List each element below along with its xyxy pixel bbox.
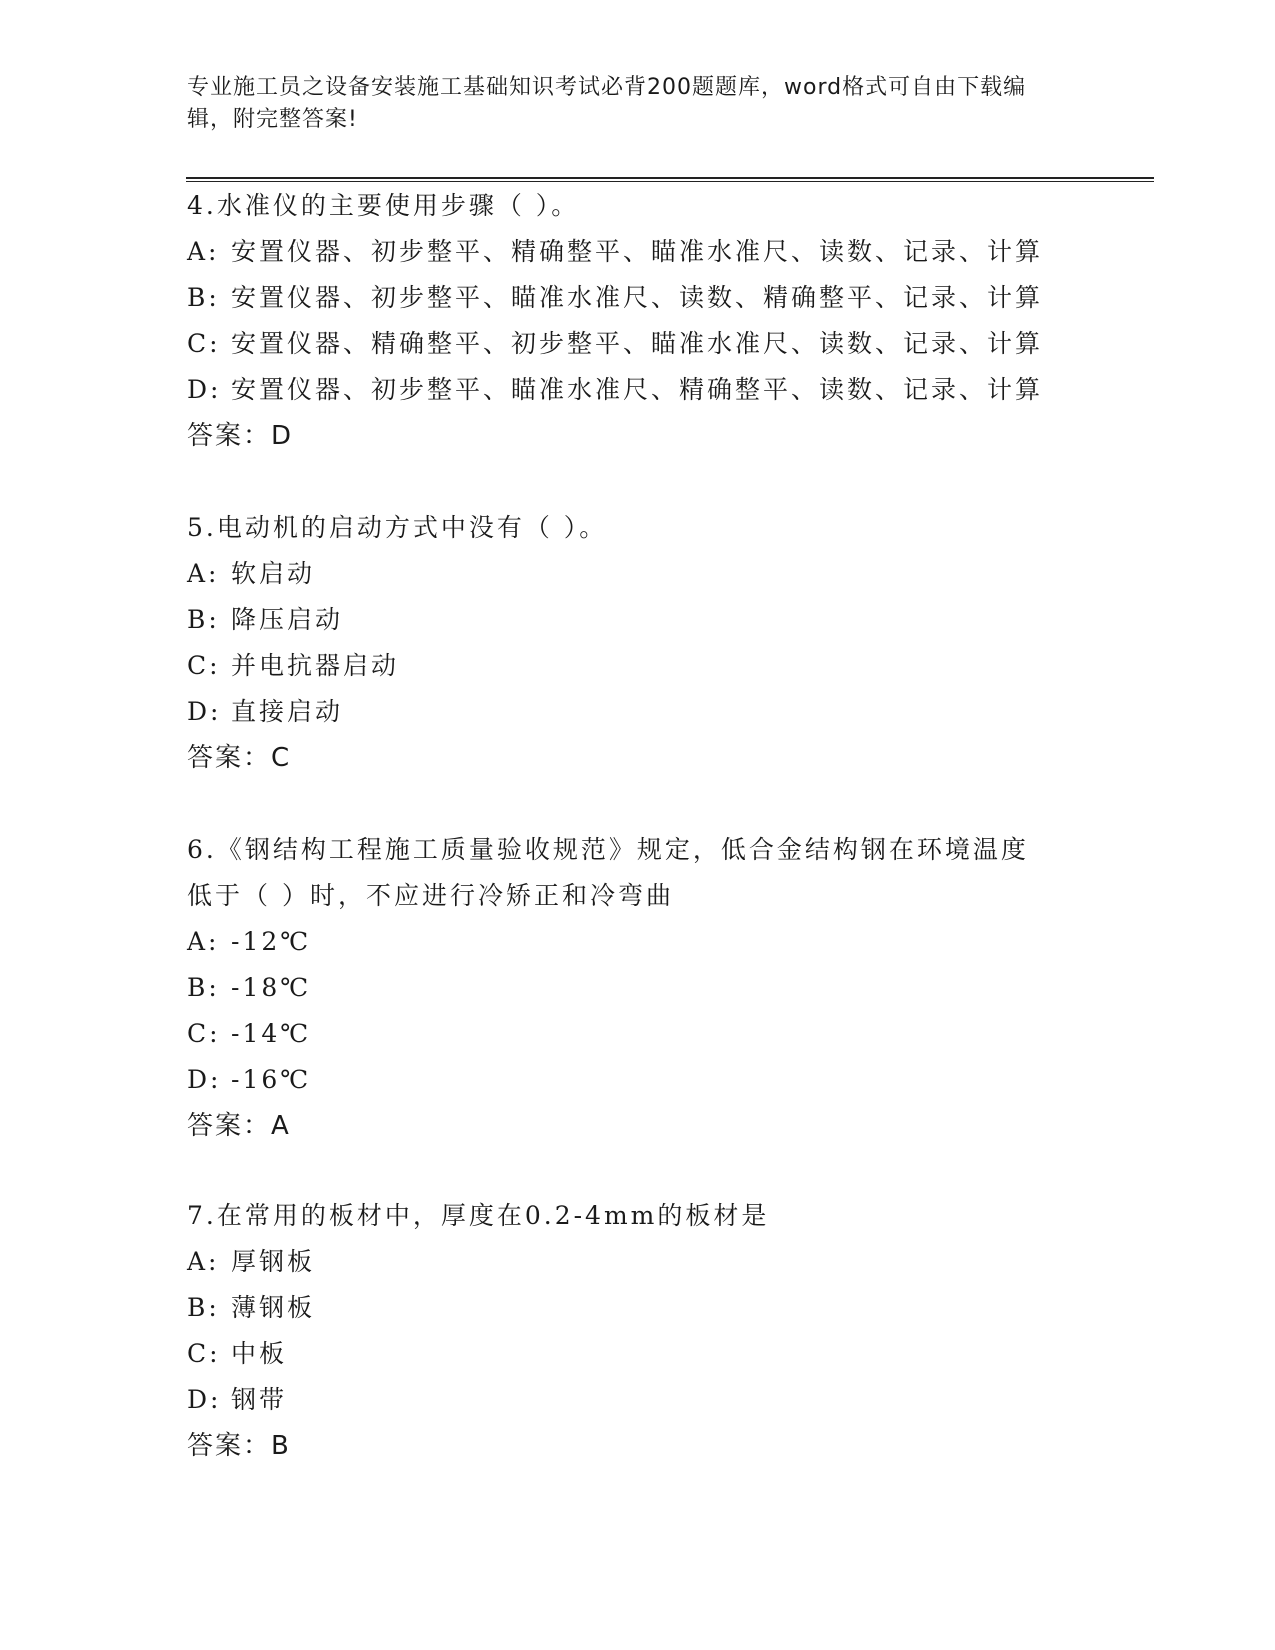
option-label: A: — [187, 1247, 220, 1276]
option-text: 并电抗器启动 — [231, 651, 400, 680]
option-d — [187, 367, 1087, 413]
option-text: 安置仪器、初步整平、瞄准水准尺、精确整平、读数、记录、计算 — [231, 375, 1044, 404]
option-d — [187, 1377, 1087, 1423]
document-title: 专业施工员之设备安装施工基础知识考试必背200题题库，word格式可自由下载编辑，附完整答案! — [187, 75, 1027, 132]
option-text: 降压启动 — [231, 605, 344, 634]
option-d — [187, 1057, 1087, 1103]
option-label: C: — [187, 651, 221, 680]
question-stem: 6.《钢结构工程施工质量验收规范》规定，低合金结构钢在环境温度低于（ ）时，不应进行冷矫正和冷弯曲 — [187, 835, 1029, 910]
option-c — [187, 321, 1087, 367]
option-text: 软启动 — [231, 559, 316, 588]
answer-line: 答案：B — [187, 1431, 291, 1461]
option-text: -16℃ — [231, 1065, 312, 1094]
option-a — [187, 919, 1087, 965]
option-label: C: — [187, 1339, 221, 1368]
question-7 — [187, 1193, 1087, 1469]
option-label: D: — [187, 1385, 222, 1414]
option-text: -18℃ — [231, 973, 312, 1002]
answer-line: 答案：A — [187, 1111, 291, 1141]
option-d — [187, 689, 1087, 735]
question-stem: 5.电动机的启动方式中没有（ ）。 — [187, 513, 608, 542]
option-label: B: — [187, 283, 220, 312]
question-6 — [187, 827, 1087, 1149]
answer-line: 答案：D — [187, 421, 294, 451]
option-label: A: — [187, 927, 220, 956]
option-text: 安置仪器、初步整平、瞄准水准尺、读数、精确整平、记录、计算 — [231, 283, 1044, 312]
option-text: 安置仪器、精确整平、初步整平、瞄准水准尺、读数、记录、计算 — [231, 329, 1044, 358]
option-text: 直接启动 — [231, 697, 344, 726]
option-text: 安置仪器、初步整平、精确整平、瞄准水准尺、读数、记录、计算 — [231, 237, 1044, 266]
option-label: A: — [187, 559, 220, 588]
option-a — [187, 551, 1087, 597]
option-label: B: — [187, 973, 220, 1002]
option-text: -12℃ — [231, 927, 312, 956]
option-label: C: — [187, 1019, 221, 1048]
option-label: A: — [187, 237, 220, 266]
question-stem: 7.在常用的板材中，厚度在0.2-4mm的板材是 — [187, 1201, 770, 1230]
option-a — [187, 229, 1087, 275]
answer-line: 答案：C — [187, 743, 292, 773]
option-label: B: — [187, 605, 220, 634]
option-c — [187, 643, 1087, 689]
option-b — [187, 965, 1087, 1011]
option-text: -14℃ — [231, 1019, 312, 1048]
option-label: D: — [187, 697, 222, 726]
header-divider — [186, 177, 1154, 182]
option-c — [187, 1011, 1087, 1057]
question-5 — [187, 505, 1087, 781]
option-b — [187, 1285, 1087, 1331]
option-label: B: — [187, 1293, 220, 1322]
option-label: D: — [187, 375, 222, 404]
option-text: 薄钢板 — [231, 1293, 316, 1322]
option-text: 钢带 — [231, 1385, 288, 1414]
option-b — [187, 275, 1087, 321]
option-text: 厚钢板 — [231, 1247, 316, 1276]
option-a — [187, 1239, 1087, 1285]
option-label: C: — [187, 329, 221, 358]
question-stem: 4.水准仪的主要使用步骤（ ）。 — [187, 191, 580, 220]
option-b — [187, 597, 1087, 643]
question-4 — [187, 183, 1087, 459]
option-label: D: — [187, 1065, 222, 1094]
option-c — [187, 1331, 1087, 1377]
option-text: 中板 — [231, 1339, 288, 1368]
